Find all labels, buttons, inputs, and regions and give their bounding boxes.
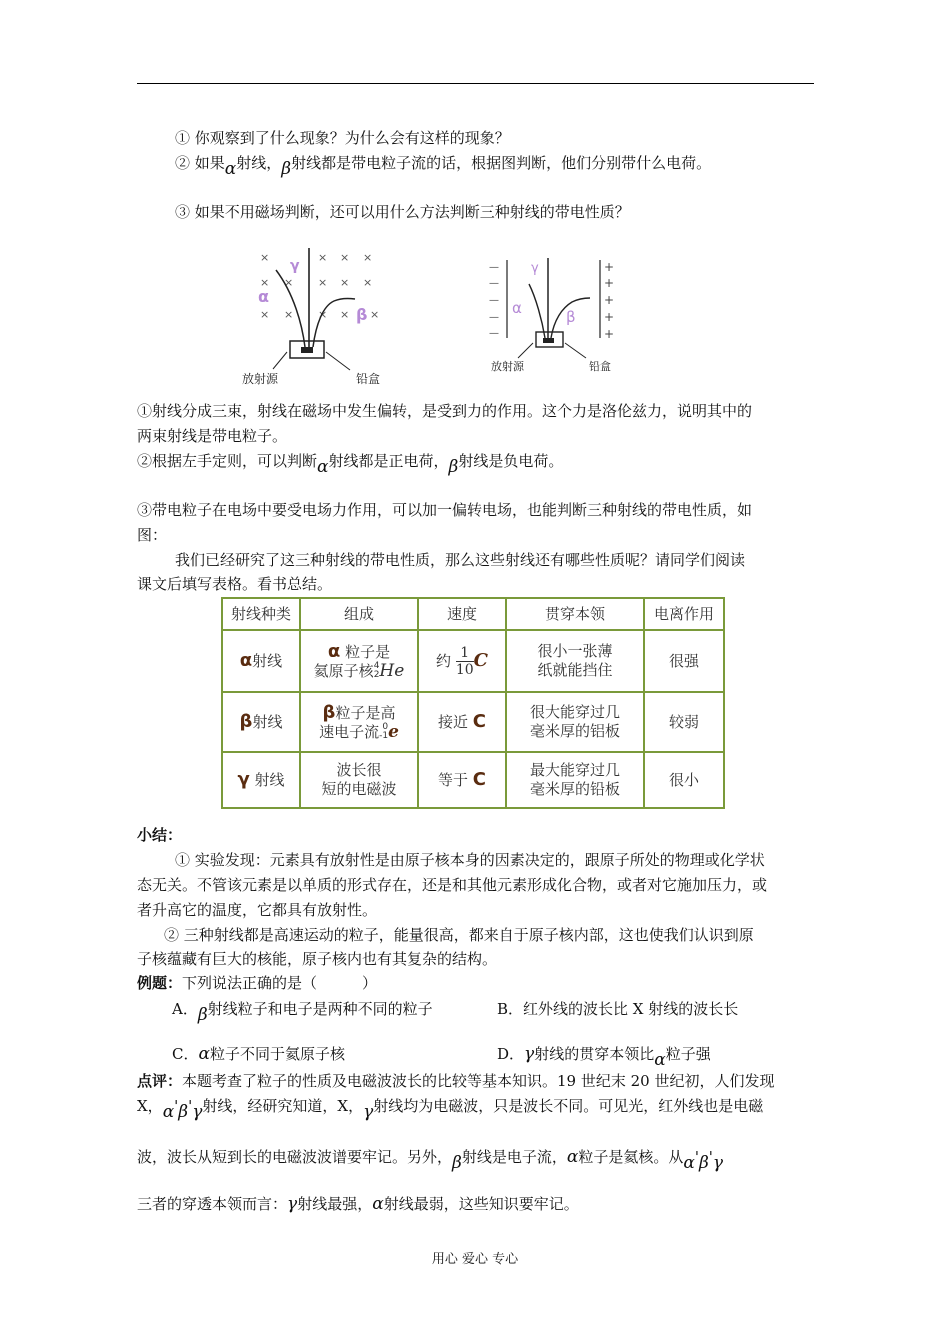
gamma-label: γ — [531, 261, 539, 276]
answer-1-line-2: 两束射线是带电粒子。 — [137, 427, 288, 445]
penetration-cell: 很小一张薄 纸就能挡住 — [506, 630, 644, 692]
ray-type-cell: γ 射线 — [222, 752, 300, 808]
ionization-cell: 很强 — [644, 630, 724, 692]
cross-mark: × — [370, 308, 380, 321]
cross-mark: × — [260, 251, 270, 264]
summary-p1-line-3: 者升高它的温度，它都具有放射性。 — [137, 901, 378, 919]
ray-type-cell: α射线 — [222, 630, 300, 692]
lead-box-label: 铅盒 — [589, 360, 611, 373]
answer-2: ②根据左手定则，可以判断α射线都是正电荷，β射线是负电荷。 — [137, 452, 564, 477]
alpha-label: α — [258, 287, 269, 306]
summary-p1-line-1: ① 实验发现：元素具有放射性是由原子核本身的因素决定的，跟原子所处的物理或化学状 — [175, 851, 765, 869]
plus-sign: + — [604, 310, 615, 324]
lead-box-label: 铅盒 — [356, 372, 381, 386]
penetration-cell: 很大能穿过几 毫米厚的铝板 — [506, 692, 644, 752]
question-3: ③ 如果不用磁场判断，还可以用什么方法判断三种射线的带电性质？ — [175, 203, 630, 221]
header-cell: 射线种类 — [222, 598, 300, 630]
option-c: C．α粒子不同于氦原子核 — [172, 1044, 345, 1064]
beta-label: β — [356, 305, 368, 324]
plus-sign: + — [604, 293, 615, 307]
composition-cell: α 粒子是 氦原子核4 2He — [300, 630, 418, 692]
header-rule — [137, 83, 814, 84]
header-cell: 速度 — [418, 598, 506, 630]
ionization-cell: 较弱 — [644, 692, 724, 752]
answer-3-line-2: 图： — [137, 526, 168, 544]
minus-sign: — — [489, 328, 499, 339]
minus-sign: — — [489, 312, 499, 323]
plus-sign: + — [604, 276, 615, 290]
header-cell: 贯穿本领 — [506, 598, 644, 630]
table-row — [222, 630, 724, 692]
pointer-line — [565, 343, 586, 358]
cross-mark: × — [260, 276, 270, 289]
comment-line-3: 波，波长从短到长的电磁波波谱要牢记。另外，β射线是电子流，α粒子是氦核。从α'β'γ — [137, 1147, 724, 1173]
electric-field-figure — [486, 254, 626, 379]
table-header-row — [222, 598, 724, 630]
composition-cell: 波长很 短的电磁波 — [300, 752, 418, 808]
cross-mark: × — [284, 276, 294, 289]
speed-cell: 约 $\frac{1}{10}$ C — [418, 630, 506, 692]
cross-mark: × — [260, 308, 270, 321]
comment-line-4: 三者的穿透本领而言：γ射线最强，α射线最弱，这些知识要牢记。 — [137, 1194, 579, 1214]
summary-p2-line-1: ② 三种射线都是高速运动的粒子，能量很高，都来自于原子核内部，这也使我们认识到原 — [164, 926, 754, 944]
intro-line-2: 课文后填写表格。看书总结。 — [137, 575, 333, 593]
source-block — [543, 338, 554, 343]
source-block — [301, 347, 313, 353]
table-row — [222, 692, 724, 752]
composition-cell: β粒子是高 速电子流 0 -1e — [300, 692, 418, 752]
speed-cell: 接近 C — [418, 692, 506, 752]
table-row — [222, 752, 724, 808]
pointer-line — [518, 343, 533, 358]
cross-mark: × — [284, 308, 294, 321]
summary-p2-line-2: 子核蕴藏有巨大的核能，原子核内也有其复杂的结构。 — [137, 950, 498, 968]
minus-sign: — — [489, 278, 499, 289]
option-b: B．红外线的波长比 X 射线的波长长 — [497, 1000, 739, 1018]
cross-mark: × — [318, 251, 328, 264]
speed-cell: 等于 C — [418, 752, 506, 808]
question-2: ② 如果α射线，β射线都是带电粒子流的话，根据图判断，他们分别带什么电荷。 — [175, 154, 712, 179]
beta-ray — [313, 298, 355, 347]
magnetic-field-figure — [238, 244, 398, 389]
option-a: A．β射线粒子和电子是两种不同的粒子 — [172, 1000, 433, 1025]
comment-line-1: 点评：本题考查了粒子的性质及电磁波波长的比较等基本知识。19 世纪末 20 世纪初，人们发现 — [137, 1072, 775, 1090]
ray-properties-table — [221, 597, 725, 809]
pointer-line — [326, 352, 350, 370]
pointer-line — [273, 352, 287, 369]
comment-line-2: X，α'β'γ射线，经研究知道，X，γ射线均为电磁波，只是波长不同。可见光，红外线也是电磁 — [137, 1097, 764, 1122]
answer-1-line-1: ①射线分成三束，射线在磁场中发生偏转，是受到力的作用。这个力是洛伦兹力，说明其中的 — [137, 402, 753, 420]
question-1: ① 你观察到了什么现象？为什么会有这样的现象？ — [175, 129, 510, 147]
cross-mark: × — [340, 308, 350, 321]
answer-3-line-1: ③带电粒子在电场中要受电场力作用，可以加一偏转电场，也能判断三种射线的带电性质，如 — [137, 501, 753, 519]
cross-mark: × — [318, 308, 328, 321]
cross-mark: × — [363, 276, 373, 289]
summary-p1-line-2: 态无关。不管该元素是以单质的形式存在，还是和其他元素形成化合物，或者对它施加压力，或 — [137, 876, 768, 894]
cross-mark: × — [318, 276, 328, 289]
gamma-label: γ — [290, 258, 300, 274]
intro-line-1: 我们已经研究了这三种射线的带电性质，那么这些射线还有哪些性质呢？请同学们阅读 — [175, 551, 746, 569]
cross-mark: × — [340, 251, 350, 264]
plus-sign: + — [604, 327, 615, 341]
summary-title: 小结： — [137, 826, 183, 844]
alpha-label: α — [512, 299, 522, 317]
alpha-ray — [529, 284, 545, 338]
ray-type-cell: β射线 — [222, 692, 300, 752]
source-label: 放射源 — [491, 360, 524, 373]
beta-label: β — [566, 308, 576, 326]
header-cell: 电离作用 — [644, 598, 724, 630]
page-footer: 用心 爱心 专心 — [431, 1252, 519, 1267]
example-stem: 例题：下列说法正确的是（ ） — [137, 974, 378, 992]
penetration-cell: 最大能穿过几 毫米厚的铅板 — [506, 752, 644, 808]
minus-sign: — — [489, 262, 499, 273]
option-d: D．γ射线的贯穿本领比α粒子强 — [497, 1044, 711, 1070]
header-cell: 组成 — [300, 598, 418, 630]
source-label: 放射源 — [242, 372, 279, 386]
cross-mark: × — [363, 251, 373, 264]
plus-sign: + — [604, 260, 615, 274]
minus-sign: — — [489, 295, 499, 306]
ionization-cell: 很小 — [644, 752, 724, 808]
cross-mark: × — [340, 276, 350, 289]
